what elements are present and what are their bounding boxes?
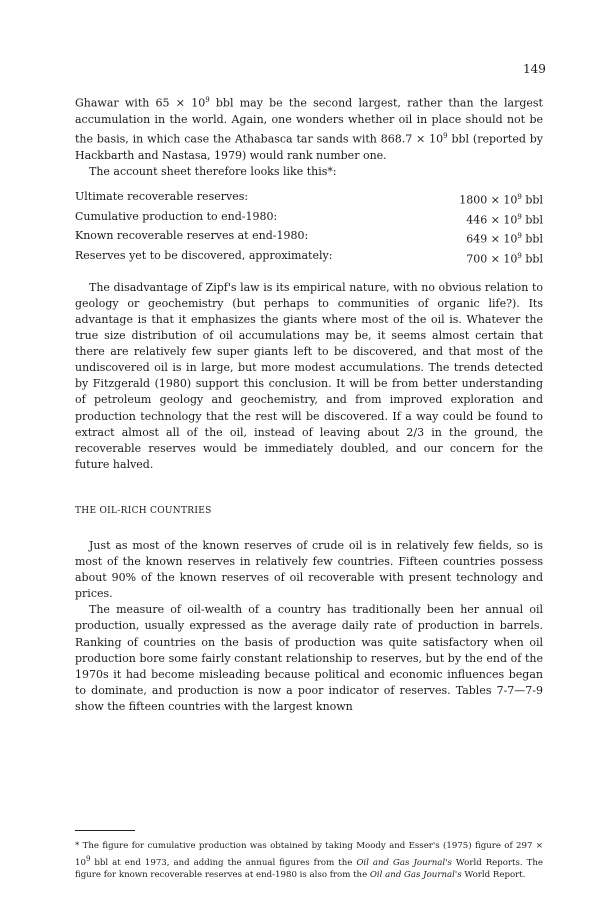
account-row: Ultimate recoverable reserves: $1800 \times 10^9$ bbl (75, 189, 543, 207)
paragraph: Just as most of the known reserves of crude oil is in relatively few fields, so is most of the known reserves in relatively few countries. Fifteen countries possess about 90% of the known reserves of oil recoverable with present technology and prices. (75, 539, 543, 601)
page-body (75, 92, 543, 715)
paragraph: The measure of oil-wealth of a country has traditionally been her annual oil production, usually expressed as the average daily rate of production in barrels. Ranking of countries on the basis of production was quite satisfactory when oil production bore some fairly constant relationship to reserves, but by the end of the 1970s it had become misleading because political and economic influences began to dominate, and production is now a poor indicator of reserves. Tables 7-7—7-9 show the fifteen countries with the largest known (75, 603, 543, 713)
account-sheet (75, 189, 543, 268)
paragraph: The account sheet therefore looks like this*: (89, 164, 337, 178)
page-number: 149 (523, 62, 546, 76)
paragraph: Ghawar with $65 \times 10^9$ bbl may be the second largest, rather than the largest accumulation in the world. Again, one wonders whether oil in place should not be the basis, in which case the Athabasca tar sands with $868.7 \times 10^9$ bbl (reported by Hackbarth and Nastasa, 1979) would rank number one. (75, 96, 544, 162)
account-row: Cumulative production to end-1980: $446 \times 10^9$ bbl (75, 209, 543, 227)
account-row: Reserves yet to be discovered, approximately: $700 \times 10^9$ bbl (75, 249, 543, 266)
account-row: Known recoverable reserves at end-1980: $649 \times 10^9$ bbl (75, 229, 543, 246)
footnote-divider (75, 830, 135, 831)
footnote: * The figure for cumulative production was obtained by taking Moody and Esser's (1975) figure of $297 \times 10^9$ bbl at end 1973, and adding the annual figures from the Oil and Gas Journal's World Reports. The figure for known recoverable reserves at end-1980 is also from the Oil and Gas Journal's World Report. (75, 841, 543, 880)
paragraph: The disadvantage of Zipf's law is its empirical nature, with no obvious relation to geology or geochemistry (but perhaps to communities of organic life?). Its advantage is that it emphasizes the giants where most of the oil is. Whatever the true size distribution of oil accumulations may be, it seems almost certain that there are relatively few super giants left to be discovered, and that most of the undiscovered oil is in large, but more modest accumulations. The trends detected by Fitzgerald (1980) support this conclusion. It will be from better understanding of petroleum geology and geochemistry, and from improved exploration and production technology that the rest will be discovered. If a way could be found to extract almost all of the oil, instead of leaving about 2/3 in the ground, the recoverable reserves would be immediately doubled, and our concern for the future halved. (75, 280, 543, 471)
section-heading: THE OIL-RICH COUNTRIES (75, 505, 212, 516)
